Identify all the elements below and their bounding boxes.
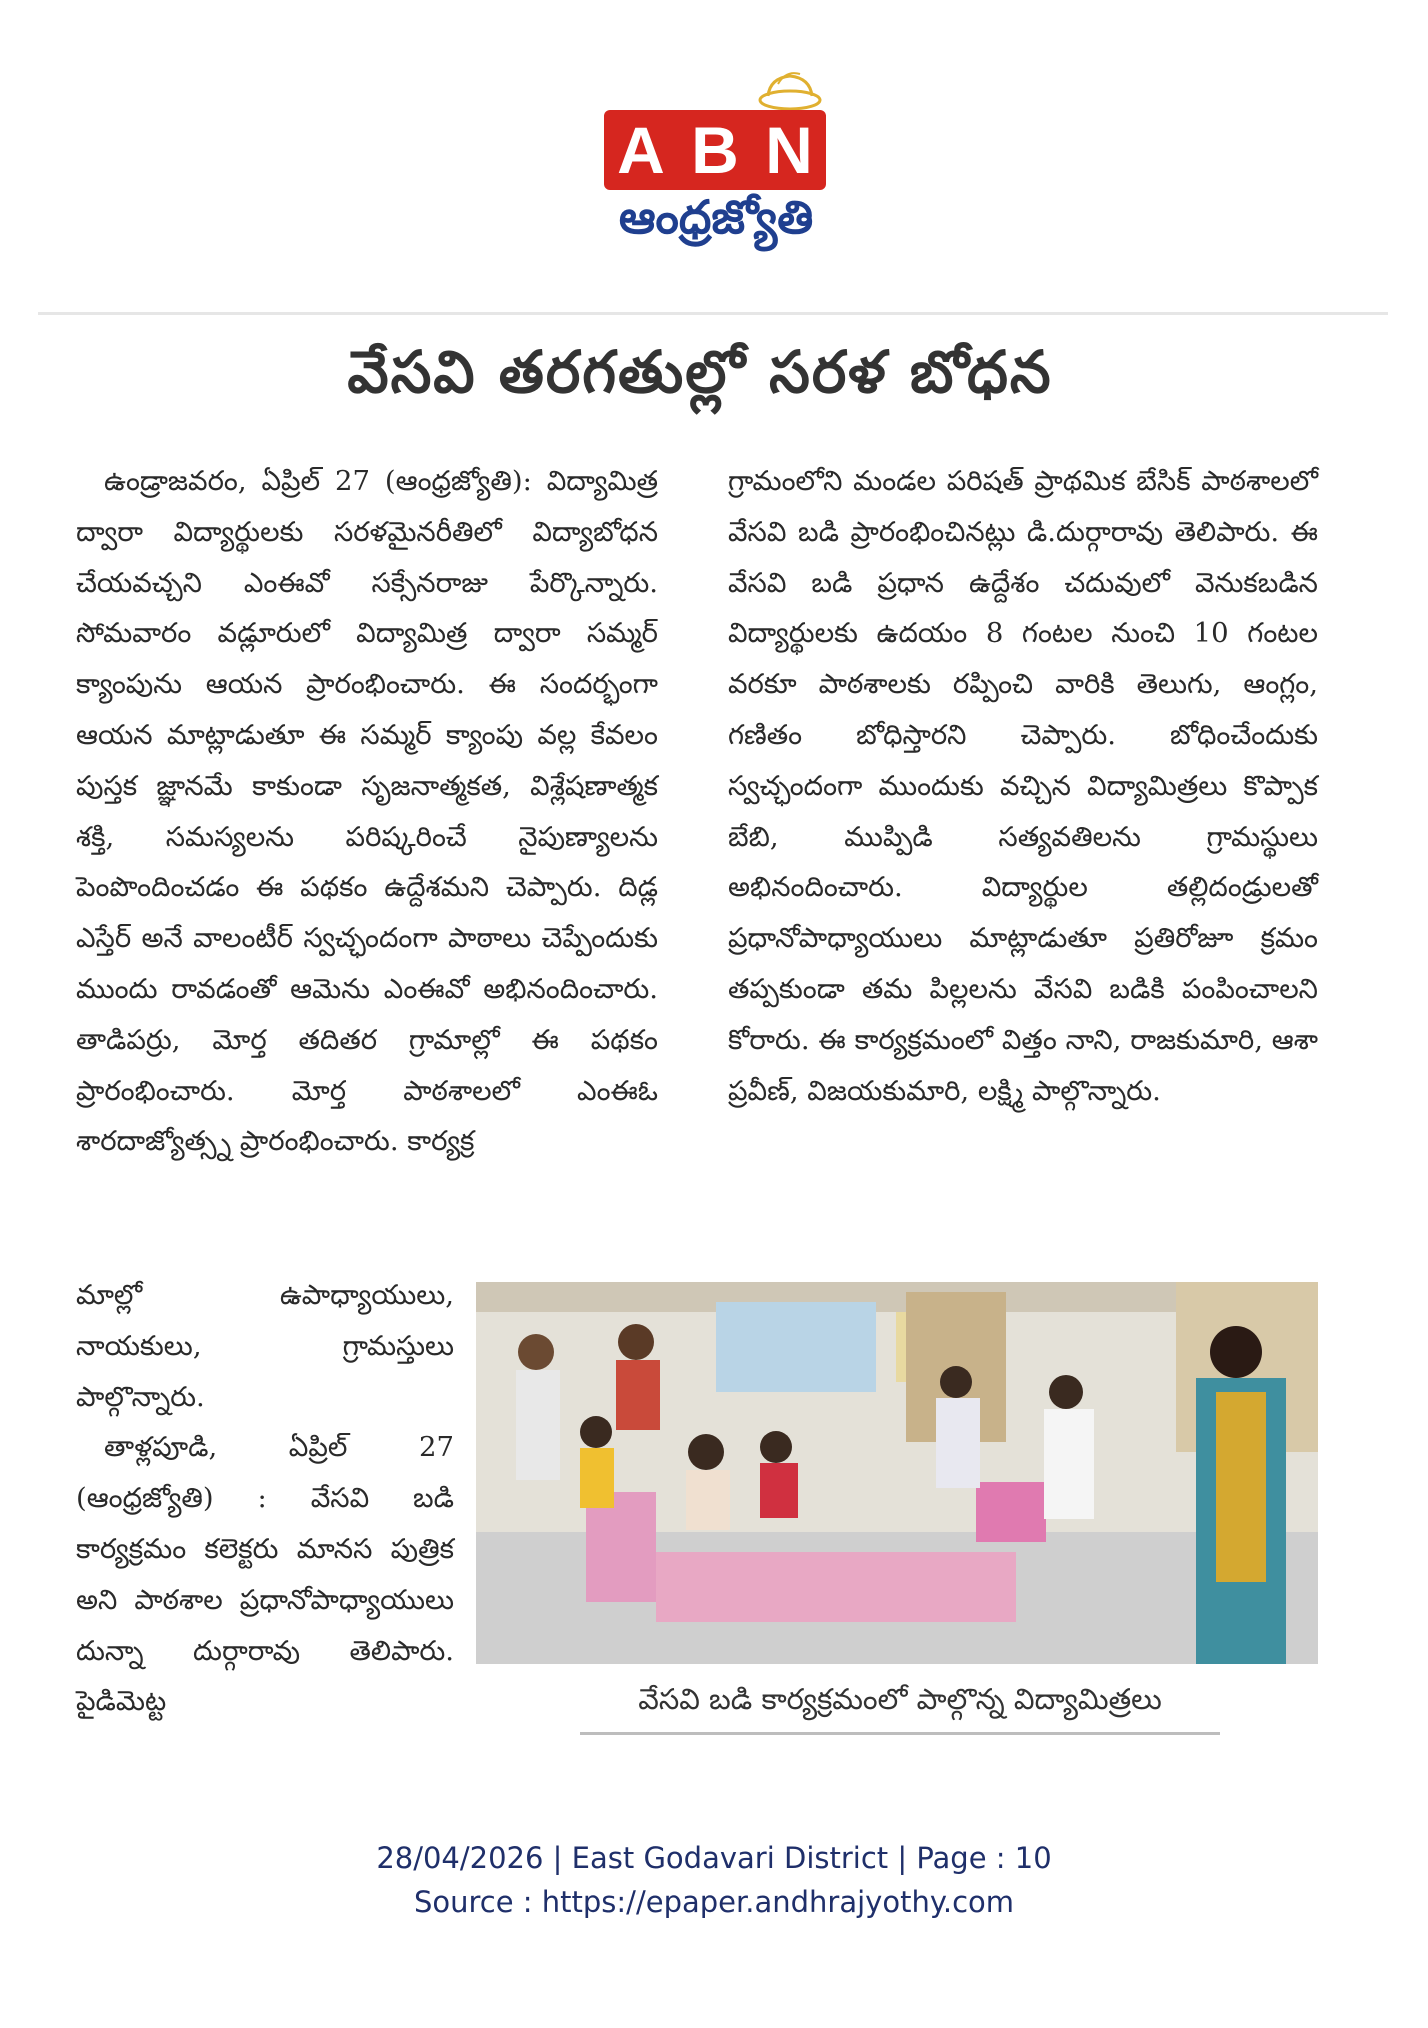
logo-letter-n: N (765, 113, 813, 187)
abn-andhrajyothy-logo (596, 66, 836, 256)
abn-letters (604, 110, 826, 190)
column-3-paragraph-1: మాల్లో ఉపాధ్యాయులు, నాయకులు, గ్రామస్తులు పాల్గొన్నారు. (76, 1279, 454, 1413)
logo-letter-b: B (691, 113, 739, 187)
coffee-cup-icon (756, 66, 824, 112)
logo-letter-a: A (617, 113, 665, 187)
brand-subtitle: ఆంధ్రజ్యోతి (618, 190, 814, 244)
footer-edition-line: 28/04/2026 | East Godavari District | Page : 10 (376, 1841, 1052, 1875)
photo-caption: వేసవి బడి కార్యక్రమంలో పాల్గొన్న విద్యామిత్రలు (580, 1682, 1220, 1735)
footer-source-line: Source : https://epaper.andhrajyothy.com (413, 1885, 1015, 1919)
column-1-paragraph: ఉండ్రాజవరం, ఏప్రిల్ 27 (ఆంధ్రజ్యోతి): విద్యామిత్ర ద్వారా విద్యార్థులకు సరళమైనరీతిలో విద్యాబోధన చేయవచ్చని ఎంఈవో సక్సేనరాజు పేర్కొన్నారు. సోమవారం వడ్లూరులో విద్యామిత్ర ద్వారా సమ్మర్ క్యాంపును ఆయన ప్రారంభించారు. ఈ సందర్భంగా ఆయన మాట్లాడుతూ ఈ సమ్మర్ క్యాంపు వల్ల కేవలం పుస్తక జ్ఞానమే కాకుండా సృజనాత్మకత, విశ్లేషణాత్మక శక్తి, సమస్యలను పరిష్కరించే నైపుణ్యాలను పెంపొందించడం ఈ పథకం ఉద్దేశమని చెప్పారు. దిడ్ల ఎస్తేర్ అనే వాలంటీర్ స్వచ్ఛందంగా పాఠాలు చెప్పేందుకు ముందు రావడంతో ఆమెను ఎంఈవో అభినందించారు. తాడిపర్రు, మోర్త తదితర గ్రామాల్లో ఈ పథకం ప్రారంభించారు. మోర్త పాఠశాలలో ఎంఈఓ శారదాజ్యోత్స్న ప్రారంభించారు. కార్యక్ర (76, 465, 658, 1158)
article-column-2 (728, 456, 1318, 1116)
article-column-1 (76, 456, 658, 1167)
classroom-photo-illustration (476, 1282, 1318, 1664)
page-footer (0, 1836, 1428, 1924)
article-headline: వేసవి తరగతుల్లో సరళ బోధన (347, 338, 1053, 406)
column-3-paragraph-2: తాళ్లపూడి, ఏప్రిల్ 27 (ఆంధ్రజ్యోతి) : వేసవి బడి కార్యక్రమం కలెక్టరు మానస పుత్రిక అని పాఠశాల ప్రధానోపాధ్యాయులు దున్నా దుర్గారావు తెలిపారు. పైడిమెట్ట (76, 1431, 454, 1718)
article-photo (476, 1282, 1318, 1664)
article-column-3 (76, 1270, 454, 1727)
column-2-paragraph: గ్రామంలోని మండల పరిషత్ ప్రాథమిక బేసిక్ పాఠశాలలో వేసవి బడి ప్రారంభించినట్లు డి.దుర్గారావు తెలిపారు. ఈ వేసవి బడి ప్రధాన ఉద్దేశం చదువులో వెనుకబడిన విద్యార్థులకు ఉదయం 8 గంటల నుంచి 10 గంటల వరకూ పాఠశాలకు రప్పించి వారికి తెలుగు, ఆంగ్లం, గణితం బోధిస్తారని చెప్పారు. బోధించేందుకు స్వచ్ఛందంగా ముందుకు వచ్చిన విద్యామిత్రలు కొప్పాక బేబి, ముప్పిడి సత్యవతిలను గ్రామస్థులు అభినందించారు. విద్యార్థుల తల్లిదండ్రులతో ప్రధానోపాధ్యాయులు మాట్లాడుతూ ప్రతిరోజూ క్రమం తప్పకుండా తమ పిల్లలను వేసవి బడికి పంపించాలని కోరారు. ఈ కార్యక్రమంలో విత్తం నాని, రాజకుమారి, ఆశా ప్రవీణ్, విజయకుమారి, లక్ష్మి పాల్గొన్నారు. (728, 465, 1318, 1107)
